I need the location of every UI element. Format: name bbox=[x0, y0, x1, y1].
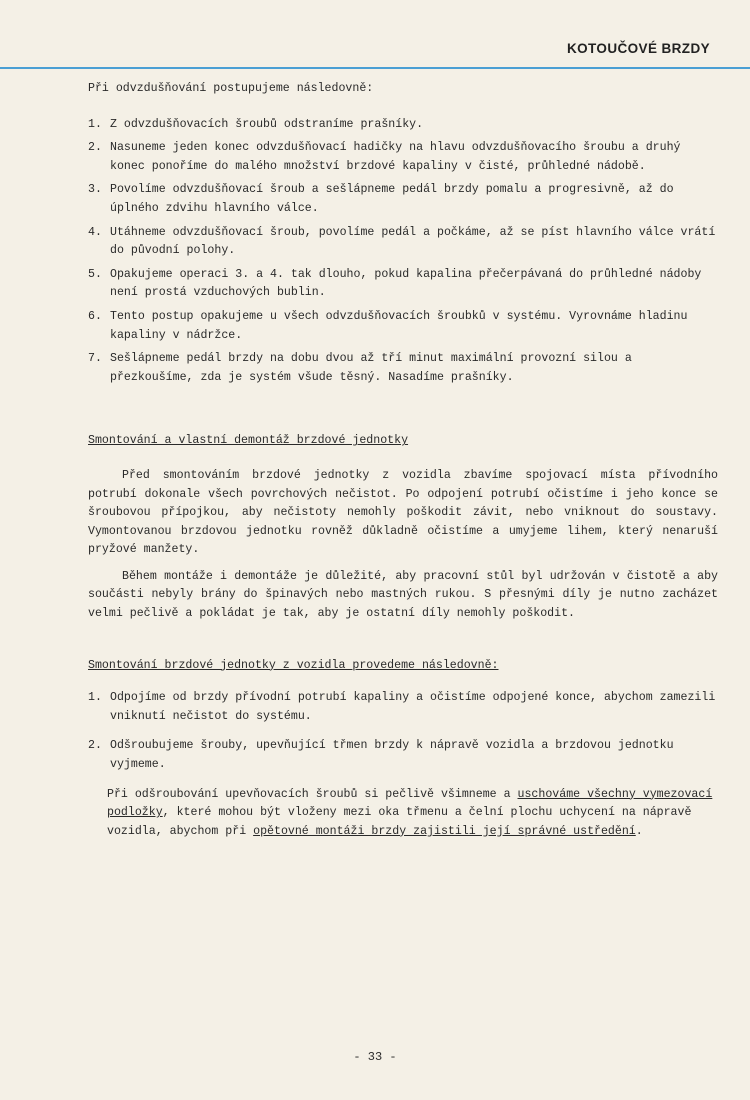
list-item bbox=[88, 139, 718, 176]
list-item-number: 4. bbox=[88, 225, 102, 239]
page-content bbox=[88, 80, 718, 841]
list-item-text: Opakujeme operaci 3. a 4. tak dlouho, pokud kapalina přečerpávaná do průhledné nádoby není prostá vzduchových bublin. bbox=[110, 267, 702, 300]
list-item-number: 6. bbox=[88, 309, 102, 323]
list-item bbox=[88, 689, 718, 726]
list-item-number: 5. bbox=[88, 267, 102, 281]
list-item-number: 2. bbox=[88, 739, 102, 753]
paragraph: Během montáže i demontáže je důležité, aby pracovní stůl byl udržován v čistotě a aby součásti nebyly brány do špinavých nebo mastných rukou. S přesnými díly je nutno zacházet velmi pečlivě a pokládat je tak, aby je ostatní díly nemohly poškodit. bbox=[88, 569, 718, 621]
list-item bbox=[88, 116, 718, 135]
list-item-text: Odpojíme od brzdy přívodní potrubí kapaliny a očistíme odpojené konce, abychom zamezili vniknutí nečistot do systému. bbox=[110, 691, 716, 723]
page-number: - 33 - bbox=[353, 1050, 397, 1064]
list-item bbox=[88, 224, 718, 261]
list-item-number: 7. bbox=[88, 352, 102, 366]
note-text: , které mohou být vloženy mezi oka třmenu a čelní plochu uchycení na nápravě vozidla, abychom při bbox=[107, 806, 692, 838]
list-item-text: Povolíme odvzdušňovací šroub a sešlápneme pedál brzdy pomalu a progresivně, až do úplného zdvihu hlavního válce. bbox=[110, 183, 674, 215]
list-item-number: 2. bbox=[88, 141, 102, 155]
list-item-text: Odšroubujeme šrouby, upevňující třmen brzdy k nápravě vozidla a brzdovou jednotku vyjmeme. bbox=[110, 739, 674, 772]
list-item-text: Z odvzdušňovacích šroubů odstraníme prašníky. bbox=[110, 117, 424, 131]
list-item-number: 1. bbox=[88, 117, 102, 131]
list-item bbox=[88, 350, 718, 387]
bleeding-steps-list bbox=[88, 116, 718, 388]
header-title: KOTOUČOVÉ BRZDY bbox=[566, 41, 710, 56]
list-item bbox=[88, 181, 718, 218]
list-item-text: Nasuneme jeden konec odvzdušňovací hadičky na hlavu odvzdušňovacího šroubu a druhý konec ponoříme do malého množství brzdové kapaliny v čisté, průhledné nádobě. bbox=[110, 141, 681, 173]
note-emphasis: uschováme všechny vymezovací podložky bbox=[107, 787, 713, 820]
list-item bbox=[88, 737, 718, 774]
section-heading-disassembly: Smontování a vlastní demontáž brzdové jednotky bbox=[88, 434, 409, 448]
note-emphasis: opětovné montáži brzdy zajistili její správné ustředění bbox=[253, 824, 636, 838]
list-item bbox=[88, 266, 718, 303]
header-rule bbox=[0, 67, 750, 69]
list-item-text: Sešlápneme pedál brzdy na dobu dvou až tří minut maximální provozní silou a přezkoušíme, zda je systém všude těsný. Nasadíme prašníky. bbox=[110, 352, 632, 384]
note-paragraph bbox=[88, 786, 718, 842]
removal-steps-list bbox=[88, 689, 718, 774]
list-item-number: 1. bbox=[88, 691, 102, 705]
note-text: . bbox=[635, 824, 643, 838]
list-item-text: Tento postup opakujeme u všech odvzdušňovacích šroubků v systému. Vyrovnáme hladinu kapaliny v nádržce. bbox=[110, 309, 688, 342]
list-item-number: 3. bbox=[88, 183, 102, 197]
list-item bbox=[88, 308, 718, 345]
bleeding-intro: Při odvzdušňování postupujeme následovně: bbox=[88, 82, 374, 95]
note-text: Při odšroubování upevňovacích šroubů si pečlivě všimneme a bbox=[107, 787, 518, 801]
paragraph: Před smontováním brzdové jednotky z vozidla zbavíme spojovací místa přívodního potrubí dokonale všech povrchových nečistot. Po odpojení potrubí očistíme i jeho konce se šroubovou přípojkou, aby nečistoty nemohly poškodit závit, nebo vniknout do soustavy. Vymontovanou brzdovou jednotku rovněž důkladně očistíme a umyjeme lihem, který nenaruší pryžové manžety. bbox=[88, 468, 718, 557]
section-heading-removal: Smontování brzdové jednotky z vozidla provedeme následovně: bbox=[88, 658, 499, 672]
list-item-text: Utáhneme odvzdušňovací šroub, povolíme pedál a počkáme, až se píst hlavního válce vrátí do původní polohy. bbox=[110, 225, 716, 258]
